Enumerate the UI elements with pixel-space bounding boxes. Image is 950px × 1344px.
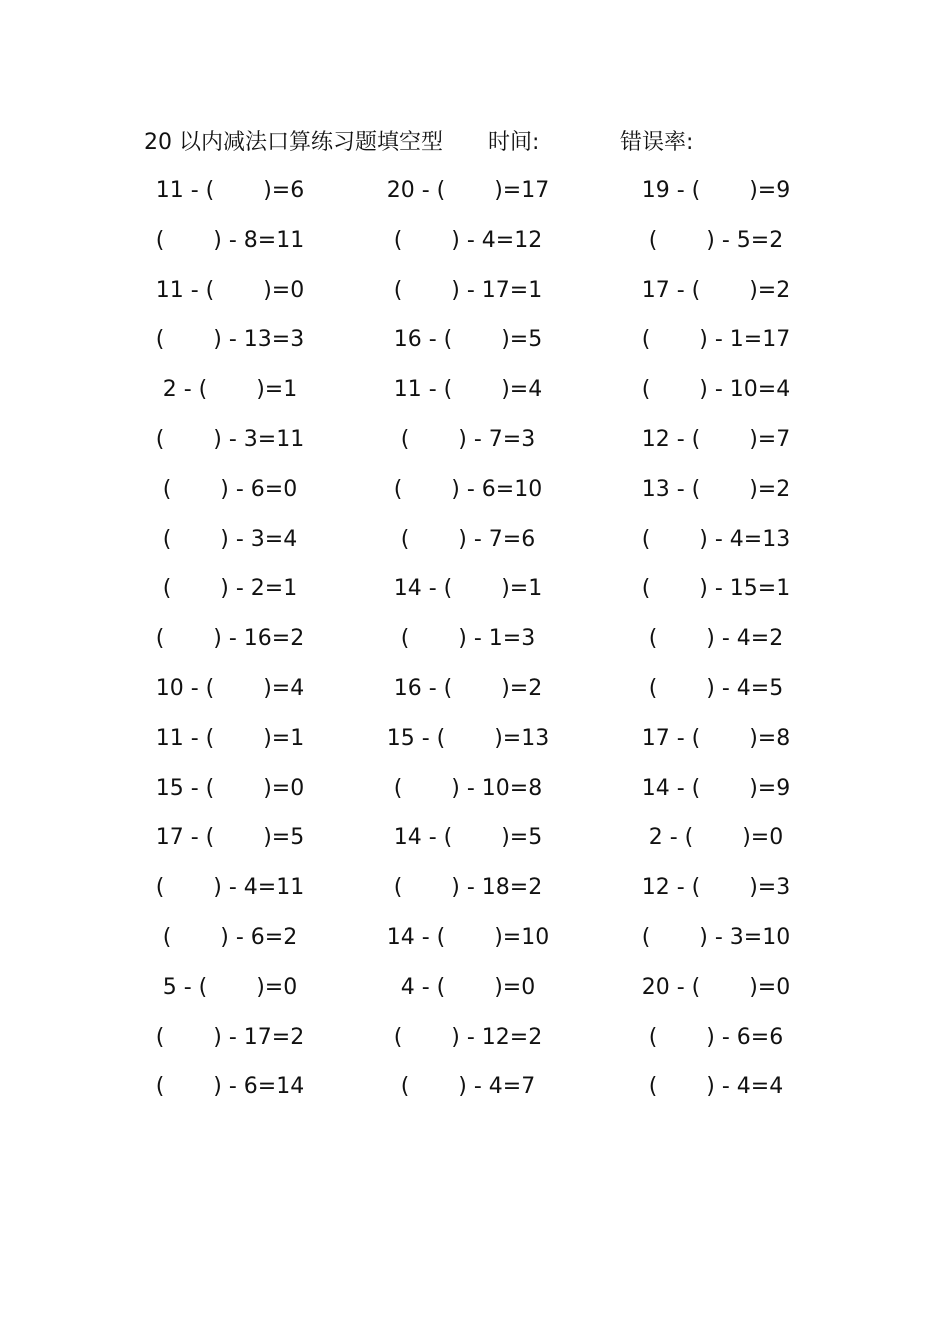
problem-item: 15 - ( )=13 xyxy=(386,725,550,751)
problem-item: ( ) - 10=4 xyxy=(641,377,791,403)
problem-item: ( ) - 10=8 xyxy=(393,775,543,801)
problem-item: ( ) - 3=11 xyxy=(155,426,305,452)
problem-item: ( ) - 1=3 xyxy=(400,626,536,652)
problem-row xyxy=(0,423,950,473)
problem-item: ( ) - 4=12 xyxy=(393,227,543,253)
problem-item: ( ) - 15=1 xyxy=(641,576,791,602)
problem-item: ( ) - 4=2 xyxy=(648,626,784,652)
problem-item: ( ) - 6=10 xyxy=(393,476,543,502)
problem-item: 10 - ( )=4 xyxy=(155,675,305,701)
problem-item: 20 - ( )=17 xyxy=(386,178,550,203)
problem-row xyxy=(0,323,950,373)
problem-item: 11 - ( )=4 xyxy=(393,377,543,403)
problem-row xyxy=(0,722,950,772)
problem-row xyxy=(0,224,950,274)
error-rate-label: 错误率: xyxy=(620,130,694,155)
time-label: 时间: xyxy=(488,130,540,155)
problem-item: ( ) - 16=2 xyxy=(155,626,305,652)
problem-row xyxy=(0,971,950,1021)
problem-row xyxy=(0,672,950,722)
problem-item: ( ) - 4=5 xyxy=(648,675,784,701)
problem-row xyxy=(0,622,950,672)
problem-item: ( ) - 6=6 xyxy=(648,1024,784,1050)
problem-item: 13 - ( )=2 xyxy=(641,476,791,502)
problem-item: 4 - ( )=0 xyxy=(400,974,536,1000)
problem-item: ( ) - 5=2 xyxy=(648,227,784,253)
problem-item: 2 - ( )=0 xyxy=(648,825,784,851)
problem-item: ( ) - 7=6 xyxy=(400,526,536,552)
worksheet-header xyxy=(0,126,950,160)
problem-item: 19 - ( )=9 xyxy=(641,178,791,203)
problem-row xyxy=(0,572,950,622)
problem-row xyxy=(0,821,950,871)
problem-item: 20 - ( )=0 xyxy=(641,974,791,1000)
worksheet-title: 20 以内减法口算练习题填空型 xyxy=(144,130,443,155)
problem-row xyxy=(0,871,950,921)
problem-item: ( ) - 13=3 xyxy=(155,327,305,353)
problem-item: 11 - ( )=0 xyxy=(155,277,305,303)
problem-row xyxy=(0,523,950,573)
problem-item: 12 - ( )=7 xyxy=(641,426,791,452)
problem-item: 17 - ( )=2 xyxy=(641,277,791,303)
problem-row xyxy=(0,373,950,423)
problem-grid xyxy=(0,174,950,1120)
problem-item: ( ) - 6=0 xyxy=(162,476,298,502)
problem-item: ( ) - 3=4 xyxy=(162,526,298,552)
problem-row xyxy=(0,274,950,324)
problem-item: ( ) - 2=1 xyxy=(162,576,298,602)
problem-item: 5 - ( )=0 xyxy=(162,974,298,1000)
problem-item: ( ) - 4=4 xyxy=(648,1074,784,1100)
problem-item: 11 - ( )=1 xyxy=(155,725,305,751)
problem-item: 17 - ( )=8 xyxy=(641,725,791,751)
problem-item: ( ) - 17=2 xyxy=(155,1024,305,1050)
problem-item: ( ) - 6=2 xyxy=(162,924,298,950)
problem-item: 15 - ( )=0 xyxy=(155,775,305,801)
problem-row xyxy=(0,473,950,523)
problem-item: 14 - ( )=9 xyxy=(641,775,791,801)
problem-row xyxy=(0,921,950,971)
problem-item: 14 - ( )=1 xyxy=(393,576,543,602)
problem-item: 14 - ( )=10 xyxy=(386,924,550,950)
problem-item: ( ) - 4=11 xyxy=(155,875,305,901)
problem-item: 14 - ( )=5 xyxy=(393,825,543,851)
problem-item: 12 - ( )=3 xyxy=(641,875,791,901)
problem-item: 2 - ( )=1 xyxy=(162,377,298,403)
problem-item: 17 - ( )=5 xyxy=(155,825,305,851)
problem-row xyxy=(0,1021,950,1071)
problem-item: 16 - ( )=5 xyxy=(393,327,543,353)
problem-item: ( ) - 18=2 xyxy=(393,875,543,901)
problem-item: ( ) - 3=10 xyxy=(641,924,791,950)
problem-item: ( ) - 8=11 xyxy=(155,227,305,253)
problem-item: ( ) - 1=17 xyxy=(641,327,791,353)
problem-item: ( ) - 6=14 xyxy=(155,1074,305,1100)
problem-row xyxy=(0,1070,950,1120)
problem-row xyxy=(0,174,950,224)
problem-item: ( ) - 4=13 xyxy=(641,526,791,552)
problem-item: ( ) - 7=3 xyxy=(400,426,536,452)
problem-item: ( ) - 12=2 xyxy=(393,1024,543,1050)
problem-item: 11 - ( )=6 xyxy=(155,178,305,203)
problem-row xyxy=(0,772,950,822)
problem-item: 16 - ( )=2 xyxy=(393,675,543,701)
problem-item: ( ) - 17=1 xyxy=(393,277,543,303)
problem-item: ( ) - 4=7 xyxy=(400,1074,536,1100)
